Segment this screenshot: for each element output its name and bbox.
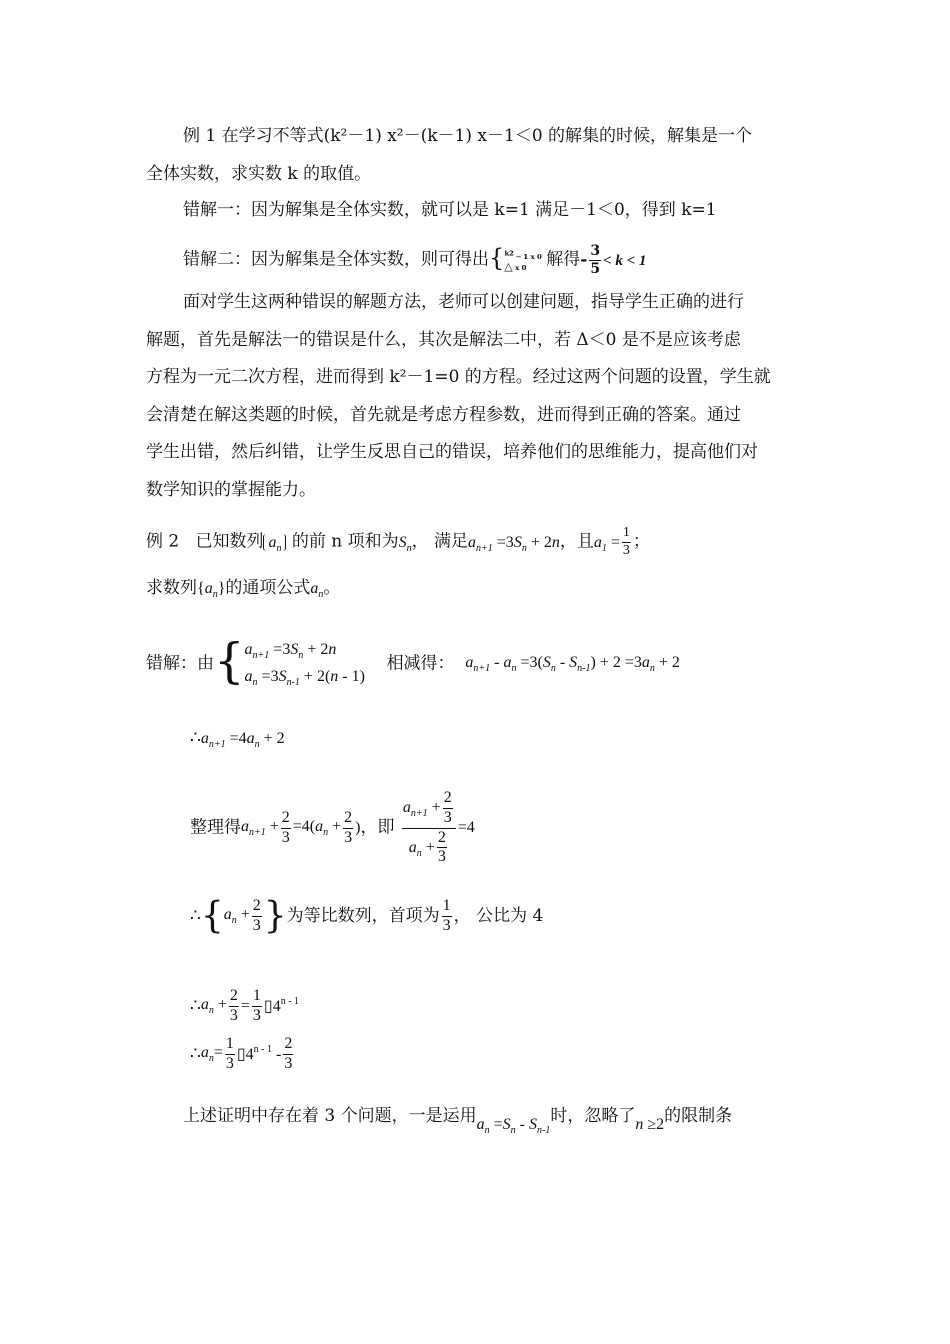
wrong2-sys-top: ᵏ² ₋ ₁ ₓ ₀ (504, 249, 541, 263)
ex2-step4: $\therefore a_n$ + $\frac{2}{3}$ = $\frac{1}{3}$ ▯4$^{n - 1}$ (190, 987, 300, 1024)
ex1-wrong1: 错解一：因为解集是全体实数，就可以是 k=1 满足－1＜0，得到 k=1 (183, 200, 717, 220)
ex2-step2: 整理得$a_{n+1}$ + $\frac{2}{3}$ $=4(a_n$ + $\frac{2}{3}$ )，即 $a_{n+1}$ + $\frac{2}{3}$ $a_n$ + $\frac{2}{3}$ =4 (190, 789, 475, 866)
para-line-6: 数学知识的掌握能力。 (146, 480, 316, 500)
wrong2-sys-bot: △ ₓ ₀ (504, 260, 526, 274)
ex1-line2: 全体实数，求实数 k 的取值。 (146, 164, 372, 184)
ex2-question: 求数列$\{a_n\}$的通项公式$a_n$。 (146, 578, 341, 600)
ex2-wrong-system: 错解：由 { $a_{n+1} =3S_n + 2n$ $a_n =3S_{n-1} + 2(n - 1)$ 相减得： $a_{n+1} - a_n =3(S_n - S_{n-1}) + 2 =3a_n + 2$ (146, 633, 680, 689)
para-line-1: 面对学生这两种错误的解题方法，老师可以创建问题，指导学生正确的进行 (183, 292, 744, 312)
ex1-wrong2 (183, 244, 646, 276)
para-line-3: 方程为一元二次方程，进而得到 k²－1=0 的方程。经过这两个问题的设置，学生就 (146, 367, 771, 387)
para-line-4: 会清楚在解这类题的时候，首先就是考虑方程参数，进而得到正确的答案。通过 (146, 405, 741, 425)
ex2-step1: $\therefore a_{n+1} =4a_n + 2$ (190, 728, 285, 750)
wrong2-mid: 解得 (546, 249, 581, 270)
para-line-2: 解题，首先是解法一的错误是什么，其次是解法二中，若 Δ＜0 是不是应该考虑 (146, 330, 741, 350)
wrong2-prefix: 错解二：因为解集是全体实数，则可得出 (183, 249, 489, 270)
ex2-step3: $\therefore\{a_n$ + $\frac{2}{3}$ }为等比数列，首项为 $\frac{1}{3}$ ， 公比为 4 (190, 895, 544, 937)
para-line-5: 学生出错，然后纠错，让学生反思自己的错误，培养他们的思维能力，提高他们对 (146, 442, 758, 462)
conclusion-line: 上述证明中存在着 3 个问题，一是运用$a_n =S_n - S_{n-1}$时，忽略了n ≥2的限制条 (183, 1106, 733, 1136)
ex2-step5: $\therefore a_n=$ $\frac{1}{3}$ ▯4$^{n - 1}$ - $\frac{2}{3}$ (190, 1035, 293, 1072)
ex2-statement: 例 2 已知数列 $a_n$ 的前 n 项和为$S_n$， 满足$a_{n+1} =3S_n + 2n$，且$a_1$ = $\frac{1}{3}$ ； (146, 525, 650, 558)
wrong2-system: { ᵏ² ₋ ₁ ₓ ₀ △ ₓ ₀ (489, 244, 541, 274)
ex1-line1: 例 1 在学习不等式(k²－1) x²－(k－1) x－1＜0 的解集的时候，解集是一个 (183, 126, 753, 146)
wrong2-result: - $\frac{3}{5}$ < k < 1 (580, 243, 647, 277)
